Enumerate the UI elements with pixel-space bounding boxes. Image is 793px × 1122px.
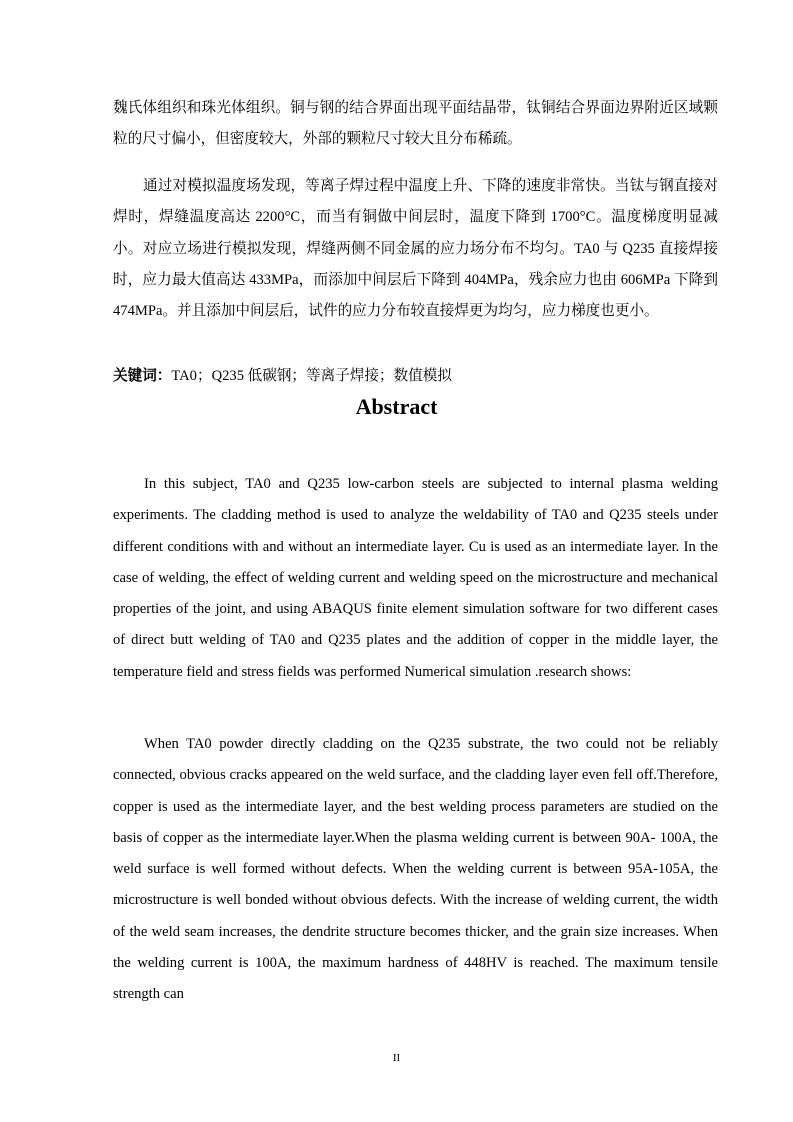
english-paragraph-1: In this subject, TA0 and Q235 low-carbon steels are subjected to internal plasma welding experiments. The cladding method is used to analyze the weldability of TA0 and Q235 steels under different conditions with and without an intermediate layer. Cu is used as an intermediate layer. In the case of welding, the effect of welding current and welding speed on the microstructure and mechanical properties of the joint, and using ABAQUS finite element simulation software for two different cases of direct butt welding of TA0 and Q235 plates and the addition of copper in the middle layer, the temperature field and stress fields was performed Numerical simulation .research shows: [113, 476, 718, 680]
english-paragraph-2: When TA0 powder directly cladding on the Q235 substrate, the two could not be reliably connected, obvious cracks appeared on the weld surface, and the cladding layer even fell off.Therefore, copper is used as the intermediate layer, and the best welding process parameters are studied on the basis of copper as the intermediate layer.When the plasma welding current is between 90A- 100A, the weld surface is well formed without defects. When the welding current is between 95A-105A, the microstructure is well bonded without obvious defects. With the increase of welding current, the width of the weld seam increases, the dendrite structure becomes thicker, and the grain size increases. When the welding current is 100A, the maximum hardness of 448HV is reached. The maximum tensile strength can [113, 736, 718, 1003]
keywords-label: 关键词： [113, 368, 172, 384]
chinese-paragraph-1: 魏氏体组织和珠光体组织。铜与钢的结合界面出现平面结晶带，钛铜结合界面边界附近区域颗粒的尺寸偏小，但密度较大，外部的颗粒尺寸较大且分布稀疏。 [113, 100, 718, 148]
chinese-paragraph-2: 通过对模拟温度场发现，等离子焊过程中温度上升、下降的速度非常快。当钛与钢直接对焊时，焊缝温度高达 2200°C，而当有铜做中间层时，温度下降到 1700°C。温度梯度明显减小。对应立场进行模拟发现，焊缝两侧不同金属的应力场分布不均匀。TA0 与 Q235 直接焊接时，应力最大值高达 433MPa，而添加中间层后下降到 404MPa，残余应力也由 606MPa 下降到 474MPa。并且添加中间层后，试件的应力分布较直接焊更为均匀，应力梯度也更小。 [113, 178, 718, 320]
keywords-text: TA0；Q235 低碳钢；等离子焊接；数值模拟 [171, 368, 452, 384]
keywords-line [113, 365, 718, 387]
abstract-title: Abstract [355, 394, 438, 419]
page-number: II [392, 1052, 401, 1064]
